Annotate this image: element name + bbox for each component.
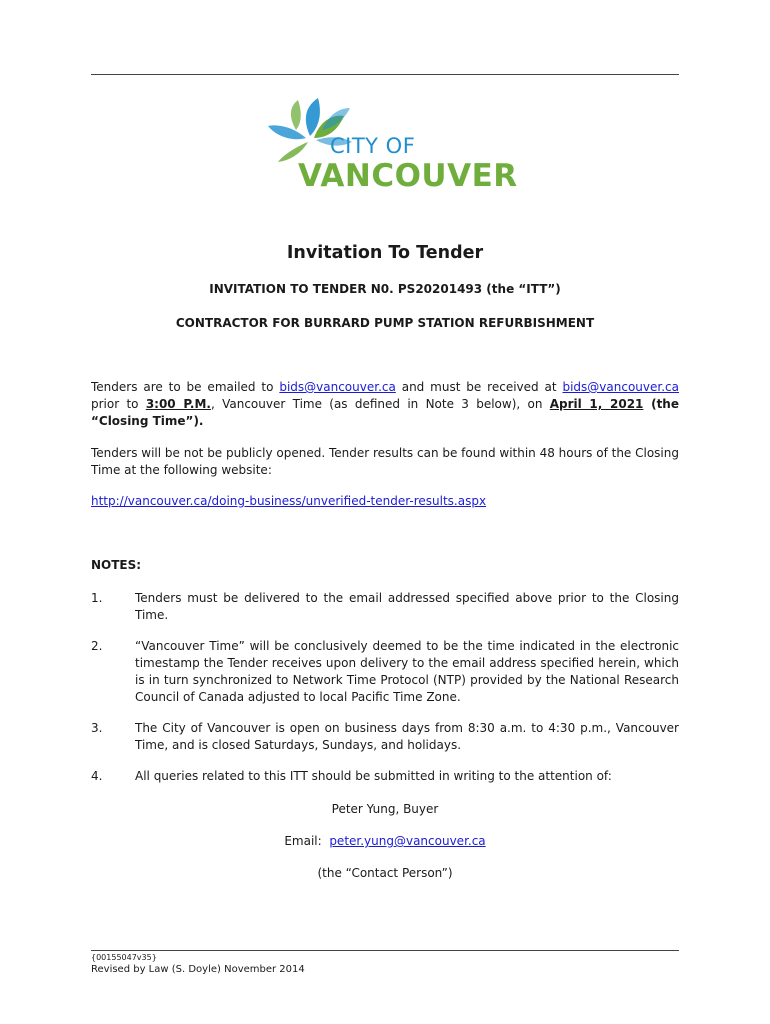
project-title: CONTRACTOR FOR BURRARD PUMP STATION REFURBISHMENT xyxy=(175,316,595,330)
results-url-link[interactable]: http://vancouver.ca/doing-business/unverified-tender-results.aspx xyxy=(91,494,487,508)
logo-vancouver: VANCOUVER xyxy=(298,158,518,194)
logo-city-of: CITY OF xyxy=(330,134,416,158)
document-id: {00155047v35} xyxy=(91,953,157,962)
note-number: 1. xyxy=(91,591,103,605)
para1-text-4: , Vancouver Time (as defined in Note 3 below), on xyxy=(210,397,550,411)
contact-email-label: Email: xyxy=(284,834,322,848)
para1-text-3: prior to xyxy=(91,397,146,411)
closing-time: 3:00 P.M. xyxy=(145,397,211,411)
bids-email-link-2[interactable]: bids@vancouver.ca xyxy=(562,380,679,394)
footer-divider xyxy=(91,950,679,951)
submission-paragraph xyxy=(91,379,679,430)
bids-email-link-1[interactable]: bids@vancouver.ca xyxy=(279,380,396,394)
note-text: The City of Vancouver is open on business days from 8:30 a.m. to 4:30 p.m., Vancouver Time, and is closed Saturdays, Sundays, and holidays. xyxy=(135,721,679,752)
note-text: “Vancouver Time” will be conclusively deemed to be the time indicated in the electronic timestamp the Tender receives upon delivery to the email address specified herein, which is in turn synchronized to Network Time Protocol (NTP) provided by the National Research Council of Canada adjusted to local Pacific Time Zone. xyxy=(135,639,679,704)
tender-number: INVITATION TO TENDER N0. PS20201493 (the “ITT”) xyxy=(209,282,561,296)
notes-heading: NOTES: xyxy=(91,558,142,572)
page-title: Invitation To Tender xyxy=(286,243,484,263)
contact-name: Peter Yung, Buyer xyxy=(331,802,439,816)
results-url-paragraph xyxy=(91,493,679,510)
para1-text-5: (the “Closing Time”). xyxy=(91,397,679,428)
revision-note: Revised by Law (S. Doyle) November 2014 xyxy=(91,964,305,975)
note-number: 3. xyxy=(91,721,103,735)
note-number: 4. xyxy=(91,769,103,783)
contact-role: (the “Contact Person”) xyxy=(317,866,453,880)
contact-email-link[interactable]: peter.yung@vancouver.ca xyxy=(329,834,486,848)
note-text: All queries related to this ITT should be submitted in writing to the attention of: xyxy=(135,769,612,783)
top-divider xyxy=(91,74,679,75)
city-of-vancouver-logo xyxy=(262,96,518,200)
para1-text-2: and must be received at xyxy=(395,380,563,394)
para1-text-1: Tenders are to be emailed to xyxy=(91,380,280,394)
results-paragraph: Tenders will be not be publicly opened. Tender results can be found within 48 hours of the Closing Time at the following website: xyxy=(91,446,679,477)
note-number: 2. xyxy=(91,639,103,653)
note-text: Tenders must be delivered to the email addressed specified above prior to the Closing Time. xyxy=(135,591,679,622)
closing-date: April 1, 2021 xyxy=(549,397,644,411)
contact-email-line xyxy=(0,834,770,848)
